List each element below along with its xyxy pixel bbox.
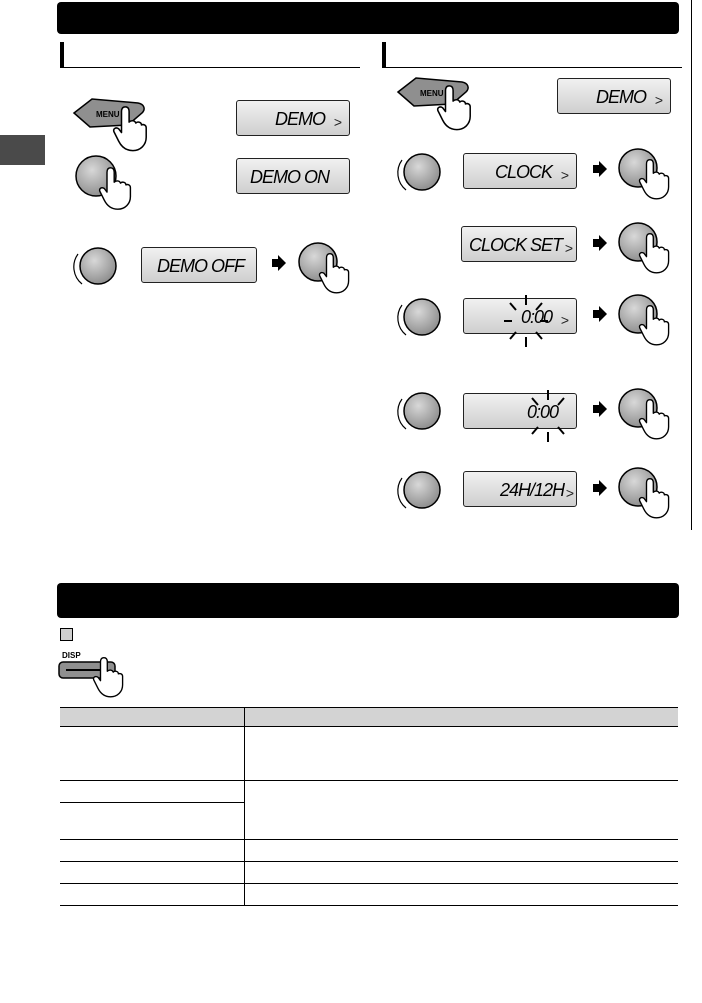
dial-press-icon[interactable] xyxy=(616,386,678,444)
menu-press-icon[interactable] xyxy=(394,72,479,134)
lcd-text: DEMO ON xyxy=(249,167,329,187)
arrow-right-icon xyxy=(272,255,286,271)
table-row-divider xyxy=(60,780,678,781)
control-dial-icon[interactable] xyxy=(396,293,446,343)
lcd-text: CLOCK SET xyxy=(468,235,562,255)
dial-press-icon[interactable] xyxy=(72,152,144,212)
chevron-icon: > xyxy=(564,240,573,256)
table-row-divider xyxy=(60,802,244,803)
chevron-icon: > xyxy=(565,485,574,501)
lcd-demo-off xyxy=(141,247,257,283)
lcd-text: DEMO xyxy=(596,87,646,107)
arrow-right-icon xyxy=(593,306,607,322)
control-dial-icon[interactable] xyxy=(396,466,446,516)
disp-button-icon[interactable] xyxy=(56,648,136,700)
menu-label: MENU xyxy=(96,110,120,119)
lcd-text: 24H/12H xyxy=(499,480,564,500)
arrow-right-icon xyxy=(593,480,607,496)
dial-press-icon[interactable] xyxy=(616,146,678,204)
blink-burst-icon xyxy=(524,388,572,444)
side-tab xyxy=(0,135,45,165)
control-dial-icon[interactable] xyxy=(396,148,446,198)
arrow-right-icon xyxy=(593,401,607,417)
chevron-icon: > xyxy=(560,167,569,183)
lcd-text: CLOCK xyxy=(494,162,552,182)
table-row-divider xyxy=(60,883,678,884)
right-subheading xyxy=(382,42,682,68)
chevron-icon: > xyxy=(654,92,663,108)
arrow-right-icon xyxy=(593,161,607,177)
table-row-divider xyxy=(60,905,678,906)
blink-burst-icon xyxy=(502,293,550,349)
disp-label: DISP xyxy=(62,651,81,660)
lcd-demo-on xyxy=(236,158,350,194)
lcd-demo xyxy=(557,78,671,114)
lower-section-band xyxy=(57,583,679,618)
chevron-icon: > xyxy=(560,312,569,328)
chevron-icon: > xyxy=(333,114,342,130)
lcd-clock xyxy=(463,153,577,189)
lcd-demo xyxy=(236,100,350,136)
dial-press-icon[interactable] xyxy=(616,220,678,278)
top-section-band xyxy=(57,2,679,34)
left-subheading xyxy=(60,42,360,68)
table-row-divider xyxy=(60,861,678,862)
table-column-divider xyxy=(244,707,245,905)
lcd-text: 0:00 xyxy=(526,402,558,422)
dial-press-icon[interactable] xyxy=(296,240,358,298)
lcd-24h-12h xyxy=(463,471,577,507)
arrow-right-icon xyxy=(593,235,607,251)
table-header xyxy=(60,707,678,727)
lcd-text: DEMO xyxy=(275,109,325,129)
lcd-clock-set xyxy=(461,226,577,262)
lcd-text: 0:00 xyxy=(520,307,552,327)
menu-label: MENU xyxy=(420,89,444,98)
checkbox-icon xyxy=(60,628,73,641)
dial-press-icon[interactable] xyxy=(616,292,678,350)
lcd-text: DEMO OFF xyxy=(157,256,244,276)
table-row-divider xyxy=(60,839,678,840)
menu-press-icon[interactable] xyxy=(70,93,155,155)
dial-press-icon[interactable] xyxy=(616,465,678,523)
control-dial-icon[interactable] xyxy=(396,387,446,437)
page-edge-line xyxy=(691,0,692,530)
control-dial-icon[interactable] xyxy=(72,242,122,292)
